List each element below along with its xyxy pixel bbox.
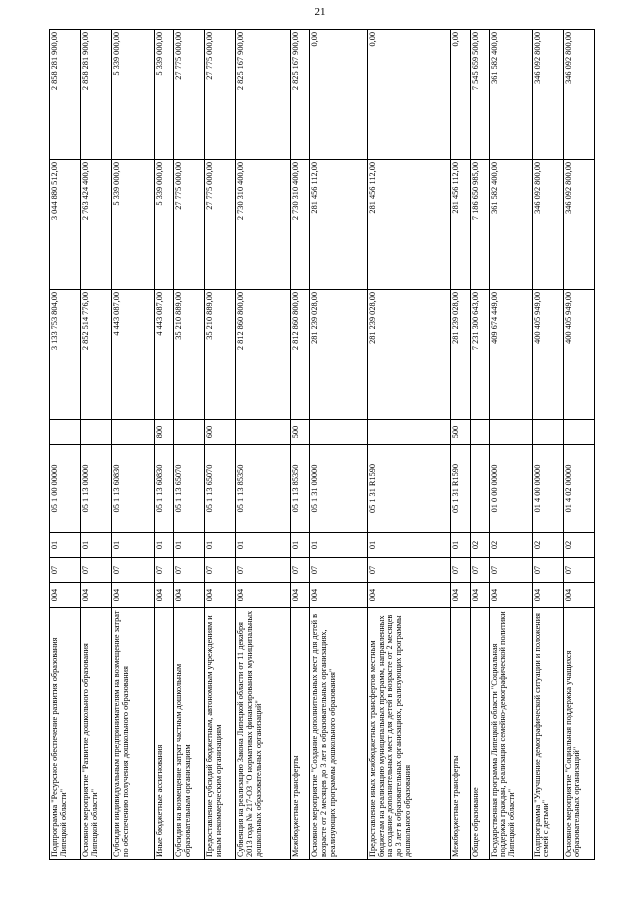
row-subsection-code: 01 <box>174 533 205 558</box>
row-subsection-code: 02 <box>563 533 594 558</box>
row-target-article: 05 1 13 60830 <box>155 445 174 533</box>
row-name: Основное мероприятие "Социальная поддержка учащихся образовательных организаций" <box>563 608 594 860</box>
row-amount-2: 346 092 800,00 <box>563 160 594 290</box>
row-amount-3: 0,00 <box>310 30 367 160</box>
row-ministry-code: 004 <box>367 583 451 608</box>
row-amount-1: 2 812 860 800,00 <box>291 290 310 420</box>
row-subsection-code: 01 <box>81 533 112 558</box>
row-expense-type: 600 <box>205 420 236 445</box>
row-ministry-code: 004 <box>236 583 291 608</box>
row-amount-3: 5 339 000,00 <box>112 30 155 160</box>
row-amount-3: 2 858 281 900,00 <box>50 30 81 160</box>
row-section-code: 07 <box>367 558 451 583</box>
row-amount-2: 7 186 650 985,00 <box>470 160 489 290</box>
row-target-article <box>470 445 489 533</box>
row-subsection-code: 01 <box>155 533 174 558</box>
row-expense-type <box>367 420 451 445</box>
row-name: Межбюджетные трансферты <box>451 608 470 860</box>
row-section-code: 07 <box>451 558 470 583</box>
rotated-table-container <box>49 30 595 860</box>
row-name: Государственная программа Липецкой области "Социальная поддержка граждан, реализация семейно-демографической политики Липецкой области" <box>489 608 532 860</box>
row-section-code: 07 <box>470 558 489 583</box>
row-section-code: 07 <box>155 558 174 583</box>
row-amount-3: 5 339 000,00 <box>155 30 174 160</box>
row-target-article: 01 4 00 00000 <box>532 445 563 533</box>
row-name: Межбюджетные трансферты <box>291 608 310 860</box>
row-subsection-code: 01 <box>112 533 155 558</box>
row-ministry-code: 004 <box>205 583 236 608</box>
row-amount-2: 2 730 310 400,00 <box>236 160 291 290</box>
row-ministry-code: 004 <box>155 583 174 608</box>
row-amount-2: 2 730 310 400,00 <box>291 160 310 290</box>
row-amount-2: 3 044 880 512,00 <box>50 160 81 290</box>
row-amount-1: 7 231 300 643,00 <box>470 290 489 420</box>
table-row <box>563 30 594 860</box>
table-row <box>451 30 470 860</box>
row-ministry-code: 004 <box>451 583 470 608</box>
row-amount-3: 27 775 000,00 <box>174 30 205 160</box>
row-section-code: 07 <box>532 558 563 583</box>
row-ministry-code: 004 <box>563 583 594 608</box>
row-name: Основное мероприятие "Создание дополнительных мест для детей в возрасте от 2 месяцев до 3 лет в образовательных организациях, реализующих программы дошкольного образования" <box>310 608 367 860</box>
table-row <box>236 30 291 860</box>
row-ministry-code: 004 <box>174 583 205 608</box>
row-amount-3: 2 858 281 900,00 <box>81 30 112 160</box>
row-section-code: 07 <box>205 558 236 583</box>
row-ministry-code: 004 <box>532 583 563 608</box>
row-target-article: 01 0 00 00000 <box>489 445 532 533</box>
row-amount-2: 27 775 000,00 <box>205 160 236 290</box>
row-target-article: 05 1 13 65070 <box>205 445 236 533</box>
row-section-code: 07 <box>50 558 81 583</box>
row-expense-type <box>81 420 112 445</box>
row-expense-type <box>532 420 563 445</box>
row-section-code: 07 <box>112 558 155 583</box>
row-target-article: 05 1 31 R1590 <box>451 445 470 533</box>
rotated-table-area <box>49 30 595 860</box>
row-amount-1: 35 210 889,00 <box>174 290 205 420</box>
row-ministry-code: 004 <box>112 583 155 608</box>
row-target-article: 01 4 02 00000 <box>563 445 594 533</box>
row-subsection-code: 02 <box>470 533 489 558</box>
row-amount-1: 281 239 028,00 <box>367 290 451 420</box>
row-target-article: 05 1 13 85350 <box>236 445 291 533</box>
row-amount-1: 4 443 087,00 <box>155 290 174 420</box>
row-amount-3: 346 092 800,00 <box>532 30 563 160</box>
row-amount-1: 400 405 949,00 <box>563 290 594 420</box>
row-amount-1: 4 443 087,00 <box>112 290 155 420</box>
row-amount-2: 346 092 800,00 <box>532 160 563 290</box>
row-name: Подпрограмма "Улучшение демографической ситуации и положения семей с детьми" <box>532 608 563 860</box>
table-row <box>310 30 367 860</box>
row-section-code: 07 <box>310 558 367 583</box>
row-subsection-code: 01 <box>205 533 236 558</box>
row-amount-2: 281 456 112,00 <box>367 160 451 290</box>
row-amount-3: 0,00 <box>451 30 470 160</box>
row-amount-1: 3 133 753 804,00 <box>50 290 81 420</box>
row-amount-3: 2 825 167 900,00 <box>291 30 310 160</box>
row-target-article: 05 1 00 00000 <box>50 445 81 533</box>
row-amount-1: 35 210 889,00 <box>205 290 236 420</box>
row-subsection-code: 01 <box>236 533 291 558</box>
table-row <box>489 30 532 860</box>
row-section-code: 07 <box>236 558 291 583</box>
row-subsection-code: 01 <box>50 533 81 558</box>
row-ministry-code: 004 <box>81 583 112 608</box>
row-amount-3: 0,00 <box>367 30 451 160</box>
row-subsection-code: 01 <box>310 533 367 558</box>
row-section-code: 07 <box>563 558 594 583</box>
row-expense-type <box>50 420 81 445</box>
row-amount-2: 5 339 000,00 <box>155 160 174 290</box>
row-expense-type <box>489 420 532 445</box>
budget-table <box>49 29 595 860</box>
row-name: Субвенция на реализацию Закона Липецкой области от 11 декабря 2013 года № 217-ОЗ "О нормативах финансирования муниципальных дошкольных образовательных организаций" <box>236 608 291 860</box>
row-amount-2: 361 582 400,00 <box>489 160 532 290</box>
row-section-code: 07 <box>489 558 532 583</box>
table-row <box>291 30 310 860</box>
table-row <box>532 30 563 860</box>
row-target-article: 05 1 13 85350 <box>291 445 310 533</box>
row-amount-3: 7 545 659 500,00 <box>470 30 489 160</box>
row-ministry-code: 004 <box>50 583 81 608</box>
table-row <box>50 30 81 860</box>
row-name: Предоставление субсидий бюджетным, автономным учреждениям и иным некоммерческим организациям <box>205 608 236 860</box>
row-target-article: 05 1 13 00000 <box>81 445 112 533</box>
row-name: Субсидия на возмещение затрат частным дошкольным образовательным организациям <box>174 608 205 860</box>
row-name: Субсидии индивидуальным предпринимателям на возмещение затрат по обеспечению получения дошкольного образования <box>112 608 155 860</box>
row-amount-3: 2 825 167 900,00 <box>236 30 291 160</box>
row-expense-type <box>174 420 205 445</box>
row-amount-1: 400 405 949,00 <box>532 290 563 420</box>
row-target-article: 05 1 13 60830 <box>112 445 155 533</box>
row-expense-type: 500 <box>291 420 310 445</box>
row-section-code: 07 <box>291 558 310 583</box>
row-subsection-code: 02 <box>489 533 532 558</box>
table-row <box>112 30 155 860</box>
row-subsection-code: 02 <box>532 533 563 558</box>
row-ministry-code: 004 <box>489 583 532 608</box>
row-name: Иные бюджетные ассигнования <box>155 608 174 860</box>
row-section-code: 07 <box>174 558 205 583</box>
row-name: Общее образование <box>470 608 489 860</box>
row-amount-3: 361 582 400,00 <box>489 30 532 160</box>
page-number: 21 <box>314 6 326 18</box>
table-row <box>367 30 451 860</box>
row-amount-2: 281 456 112,00 <box>451 160 470 290</box>
row-amount-3: 27 775 000,00 <box>205 30 236 160</box>
row-ministry-code: 004 <box>470 583 489 608</box>
row-amount-1: 281 239 028,00 <box>310 290 367 420</box>
table-row <box>470 30 489 860</box>
row-target-article: 05 1 31 00000 <box>310 445 367 533</box>
table-row <box>155 30 174 860</box>
row-ministry-code: 004 <box>310 583 367 608</box>
row-expense-type <box>470 420 489 445</box>
table-row <box>81 30 112 860</box>
row-subsection-code: 01 <box>367 533 451 558</box>
table-row <box>174 30 205 860</box>
row-name: Предоставление иных межбюджетных трансфертов местным бюджетам на реализацию муниципальных программ, направленных на создание дополнительных мест для детей в возрасте от 2 месяцев до 3 лет в образовательных организациях, реализующих программы дошкольного образования <box>367 608 451 860</box>
row-amount-2: 5 339 000,00 <box>112 160 155 290</box>
row-amount-1: 2 852 514 776,00 <box>81 290 112 420</box>
row-expense-type <box>563 420 594 445</box>
row-name: Основное мероприятие "Развитие дошкольного образования Липецкой области" <box>81 608 112 860</box>
row-ministry-code: 004 <box>291 583 310 608</box>
row-amount-2: 281 456 112,00 <box>310 160 367 290</box>
row-amount-1: 409 674 449,00 <box>489 290 532 420</box>
budget-table-body <box>50 30 595 860</box>
table-row <box>205 30 236 860</box>
row-amount-2: 2 763 424 400,00 <box>81 160 112 290</box>
row-expense-type <box>112 420 155 445</box>
row-amount-2: 27 775 000,00 <box>174 160 205 290</box>
row-target-article: 05 1 31 R1590 <box>367 445 451 533</box>
row-amount-1: 2 812 860 800,00 <box>236 290 291 420</box>
row-subsection-code: 01 <box>291 533 310 558</box>
row-section-code: 07 <box>81 558 112 583</box>
row-expense-type: 500 <box>451 420 470 445</box>
row-expense-type: 800 <box>155 420 174 445</box>
row-expense-type <box>310 420 367 445</box>
row-amount-3: 346 092 800,00 <box>563 30 594 160</box>
row-expense-type <box>236 420 291 445</box>
row-subsection-code: 01 <box>451 533 470 558</box>
row-target-article: 05 1 13 65070 <box>174 445 205 533</box>
row-name: Подпрограмма "Ресурсное обеспечение развития образования Липецкой области" <box>50 608 81 860</box>
row-amount-1: 281 239 028,00 <box>451 290 470 420</box>
